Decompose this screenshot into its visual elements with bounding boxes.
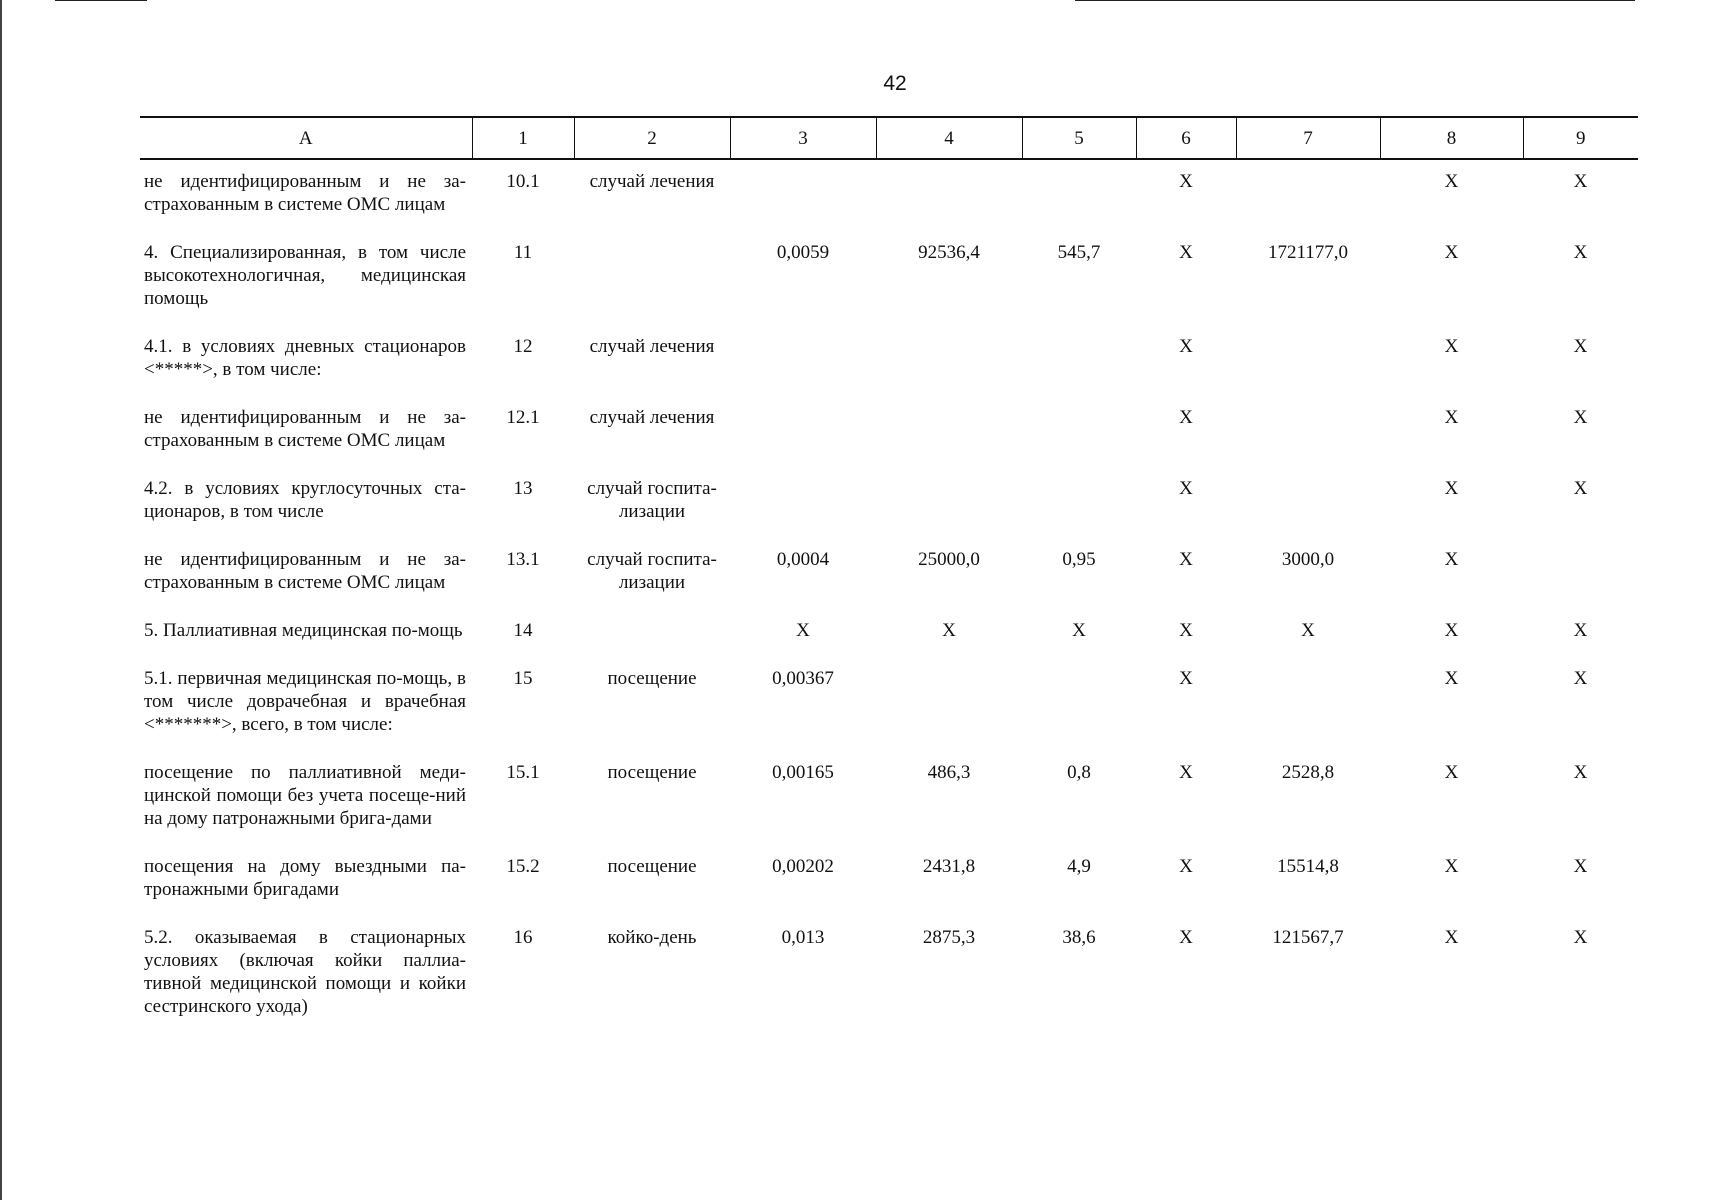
cell-value: посещение xyxy=(607,856,697,877)
table-cell-col3 xyxy=(730,657,876,751)
cell-value: Х xyxy=(1573,856,1588,877)
table-cell-col7 xyxy=(1236,396,1380,467)
table-cell-col9 xyxy=(1523,845,1638,916)
table-cell-col8 xyxy=(1380,609,1523,657)
row-label-cell xyxy=(140,751,472,845)
table-cell-col3 xyxy=(730,538,876,609)
scan-top-line-right xyxy=(1075,0,1635,1)
cell-value: Х xyxy=(1444,407,1459,428)
cell-value: Х xyxy=(1573,620,1588,641)
table-cell-col6 xyxy=(1136,845,1236,916)
row-label-cell xyxy=(140,159,472,231)
table-cell-col4 xyxy=(876,845,1022,916)
table-cell-col1 xyxy=(472,325,574,396)
table-cell-col9 xyxy=(1523,609,1638,657)
table-cell-col6 xyxy=(1136,657,1236,751)
table-cell-col9 xyxy=(1523,467,1638,538)
table-cell-col4 xyxy=(876,467,1022,538)
cell-value: Х xyxy=(942,620,956,641)
row-label-cell xyxy=(140,845,472,916)
table-cell-col3 xyxy=(730,751,876,845)
header-cell: 6 xyxy=(1136,117,1236,159)
cell-value: Х xyxy=(1179,549,1193,570)
table-cell-col9 xyxy=(1523,325,1638,396)
table-cell-col1 xyxy=(472,657,574,751)
cell-value: Х xyxy=(1573,171,1588,192)
row-label-cell xyxy=(140,916,472,1033)
table-row xyxy=(140,916,1638,1033)
table-cell-col5 xyxy=(1022,609,1136,657)
scan-top-line-left xyxy=(55,0,147,1)
cell-value: 13 xyxy=(513,478,533,499)
cell-value xyxy=(730,396,876,421)
table-cell-col5 xyxy=(1022,657,1136,751)
table-cell-col5 xyxy=(1022,467,1136,538)
cell-value: 0,00367 xyxy=(772,668,834,689)
cell-value: Х xyxy=(1179,336,1193,357)
table-cell-col5 xyxy=(1022,159,1136,231)
table-cell-col3 xyxy=(730,325,876,396)
row-label: не идентифицированным и не за-страхованным в системе ОМС лицам xyxy=(144,407,466,451)
table-cell-col6 xyxy=(1136,159,1236,231)
table-cell-col4 xyxy=(876,916,1022,1033)
cell-value xyxy=(1022,160,1136,185)
row-label-cell xyxy=(140,609,472,657)
table-cell-col8 xyxy=(1380,845,1523,916)
table-cell-col7 xyxy=(1236,467,1380,538)
table-row xyxy=(140,609,1638,657)
cell-value: посещение xyxy=(607,762,697,783)
table-cell-col9 xyxy=(1523,231,1638,325)
cell-value: посещение xyxy=(607,668,697,689)
table-cell-col4 xyxy=(876,396,1022,467)
table-cell-col4 xyxy=(876,159,1022,231)
cell-value xyxy=(730,325,876,350)
table-cell-col6 xyxy=(1136,467,1236,538)
table-cell-col2 xyxy=(574,231,730,325)
table-cell-col2 xyxy=(574,845,730,916)
table-cell-col5 xyxy=(1022,231,1136,325)
table-cell-col7 xyxy=(1236,916,1380,1033)
scan-left-edge xyxy=(0,0,2,1200)
cell-value: 0,00165 xyxy=(772,762,834,783)
cell-value: Х xyxy=(1444,927,1459,948)
cell-value: 38,6 xyxy=(1062,927,1096,948)
cell-value: 3000,0 xyxy=(1281,549,1335,570)
cell-value: 14 xyxy=(513,620,533,641)
table-cell-col6 xyxy=(1136,396,1236,467)
table-cell-col6 xyxy=(1136,916,1236,1033)
table-row xyxy=(140,467,1638,538)
table-row xyxy=(140,538,1638,609)
table-cell-col8 xyxy=(1380,231,1523,325)
row-label: 5.1. первичная медицинская по-мощь, в том числе доврачебная и врачебная <*******>, всего, в том числе: xyxy=(144,668,466,735)
cell-value: Х xyxy=(1072,620,1086,641)
row-label-cell xyxy=(140,467,472,538)
cell-value: Х xyxy=(1573,478,1588,499)
cell-value xyxy=(876,396,1022,421)
table-cell-col8 xyxy=(1380,916,1523,1033)
table-cell-col6 xyxy=(1136,231,1236,325)
cell-value xyxy=(730,160,876,185)
row-label: посещения на дому выездными па-тронажными бригадами xyxy=(144,856,466,900)
cell-value: 2528,8 xyxy=(1281,762,1335,783)
row-label-cell xyxy=(140,538,472,609)
cell-value xyxy=(574,231,730,256)
table-cell-col2 xyxy=(574,916,730,1033)
row-label-cell xyxy=(140,657,472,751)
cell-value xyxy=(730,467,876,492)
row-label: 4. Специализированная, в том числе высокотехнологичная, медицинская помощь xyxy=(144,242,466,309)
table-cell-col1 xyxy=(472,845,574,916)
table-cell-col7 xyxy=(1236,159,1380,231)
cell-value: случай лечения xyxy=(589,171,715,192)
cell-value: Х xyxy=(1573,927,1588,948)
table-cell-col7 xyxy=(1236,325,1380,396)
cell-value: случай госпита-лизации xyxy=(587,478,717,522)
table-cell-col3 xyxy=(730,396,876,467)
cell-value xyxy=(1022,467,1136,492)
cell-value: 0,0004 xyxy=(776,549,830,570)
cell-value: 92536,4 xyxy=(918,242,980,263)
cell-value: Х xyxy=(1444,336,1459,357)
table-cell-col9 xyxy=(1523,159,1638,231)
table-cell-col1 xyxy=(472,159,574,231)
table-cell-col1 xyxy=(472,538,574,609)
table-cell-col4 xyxy=(876,325,1022,396)
table-cell-col7 xyxy=(1236,657,1380,751)
cell-value: 25000,0 xyxy=(918,549,980,570)
cell-value: 545,7 xyxy=(1057,242,1101,263)
table-body xyxy=(140,159,1638,1033)
table-cell-col9 xyxy=(1523,916,1638,1033)
table-cell-col2 xyxy=(574,467,730,538)
cell-value: 15 xyxy=(513,668,533,689)
cell-value: 0,0059 xyxy=(776,242,830,263)
table-cell-col1 xyxy=(472,396,574,467)
table-cell-col4 xyxy=(876,538,1022,609)
cell-value: Х xyxy=(1444,620,1459,641)
table-cell-col6 xyxy=(1136,751,1236,845)
header-cell: 8 xyxy=(1380,117,1523,159)
table-cell-col2 xyxy=(574,657,730,751)
table-cell-col1 xyxy=(472,467,574,538)
table-cell-col1 xyxy=(472,231,574,325)
table-cell-col8 xyxy=(1380,325,1523,396)
header-cell: 1 xyxy=(472,117,574,159)
cell-value xyxy=(1236,325,1380,350)
table-row xyxy=(140,325,1638,396)
row-label-cell xyxy=(140,396,472,467)
header-cell: 3 xyxy=(730,117,876,159)
cell-value: Х xyxy=(1573,668,1588,689)
cell-value xyxy=(876,160,1022,185)
table-cell-col5 xyxy=(1022,538,1136,609)
cell-value: 13.1 xyxy=(506,549,540,570)
row-label-cell xyxy=(140,231,472,325)
table-header xyxy=(140,117,1638,159)
cell-value: Х xyxy=(1573,242,1588,263)
table-cell-col1 xyxy=(472,751,574,845)
table-cell-col3 xyxy=(730,159,876,231)
table-cell-col8 xyxy=(1380,751,1523,845)
cell-value: Х xyxy=(1179,856,1193,877)
cell-value xyxy=(1022,396,1136,421)
table-cell-col9 xyxy=(1523,396,1638,467)
cell-value: Х xyxy=(1444,762,1459,783)
row-label: 4.2. в условиях круглосуточных ста-ционаров, в том числе xyxy=(144,478,466,522)
table-cell-col9 xyxy=(1523,538,1638,609)
cell-value: 0,013 xyxy=(781,927,825,948)
cell-value xyxy=(1236,467,1380,492)
header-cell: 4 xyxy=(876,117,1022,159)
table-cell-col2 xyxy=(574,159,730,231)
table-cell-col3 xyxy=(730,609,876,657)
table-cell-col6 xyxy=(1136,609,1236,657)
table-cell-col7 xyxy=(1236,845,1380,916)
table-cell-col8 xyxy=(1380,396,1523,467)
cell-value: Х xyxy=(1444,668,1459,689)
cell-value: Х xyxy=(1179,407,1193,428)
row-label: 5.2. оказываемая в стационарных условиях (включая койки паллиа-тивной медицинской помощи и койки сестринского ухода) xyxy=(144,927,466,1017)
table-cell-col7 xyxy=(1236,609,1380,657)
table-cell-col7 xyxy=(1236,538,1380,609)
table-cell-col5 xyxy=(1022,751,1136,845)
cell-value: Х xyxy=(1301,620,1315,641)
cell-value: Х xyxy=(1573,762,1588,783)
cell-value: 1721177,0 xyxy=(1267,242,1349,263)
table-cell-col4 xyxy=(876,751,1022,845)
header-cell: 2 xyxy=(574,117,730,159)
table-cell-col6 xyxy=(1136,538,1236,609)
cell-value: 4,9 xyxy=(1067,856,1091,877)
cell-value: 15.1 xyxy=(506,762,540,783)
cell-value: Х xyxy=(1179,762,1193,783)
cell-value: Х xyxy=(1179,927,1193,948)
table-row xyxy=(140,159,1638,231)
table-cell-col8 xyxy=(1380,467,1523,538)
table-row xyxy=(140,751,1638,845)
cell-value: 0,00202 xyxy=(772,856,834,877)
table-cell-col3 xyxy=(730,845,876,916)
cell-value xyxy=(1523,538,1638,563)
table-cell-col5 xyxy=(1022,396,1136,467)
table-cell-col2 xyxy=(574,325,730,396)
cell-value: Х xyxy=(1179,171,1193,192)
cell-value: Х xyxy=(1179,478,1193,499)
cell-value xyxy=(1236,657,1380,682)
data-table xyxy=(140,116,1638,1033)
cell-value: Х xyxy=(1444,856,1459,877)
cell-value: 121567,7 xyxy=(1272,927,1344,948)
cell-value xyxy=(1022,657,1136,682)
table-cell-col4 xyxy=(876,657,1022,751)
cell-value: Х xyxy=(1444,478,1459,499)
cell-value: случай лечения xyxy=(589,336,715,357)
table-cell-col8 xyxy=(1380,159,1523,231)
cell-value xyxy=(574,609,730,634)
cell-value: 2875,3 xyxy=(922,927,976,948)
cell-value: 2431,8 xyxy=(922,856,976,877)
cell-value: Х xyxy=(1444,242,1459,263)
cell-value: Х xyxy=(1573,336,1588,357)
cell-value: койко-день xyxy=(607,927,697,948)
table-cell-col3 xyxy=(730,467,876,538)
table-cell-col9 xyxy=(1523,751,1638,845)
cell-value: 15514,8 xyxy=(1277,856,1339,877)
table-cell-col4 xyxy=(876,609,1022,657)
cell-value: Х xyxy=(1179,620,1193,641)
cell-value: случай лечения xyxy=(589,407,715,428)
cell-value: случай госпита-лизации xyxy=(587,549,717,593)
table-cell-col2 xyxy=(574,538,730,609)
cell-value: 11 xyxy=(513,242,533,263)
table-cell-col5 xyxy=(1022,845,1136,916)
table-cell-col7 xyxy=(1236,231,1380,325)
table-row xyxy=(140,396,1638,467)
header-cell: 9 xyxy=(1523,117,1638,159)
header-cell: 7 xyxy=(1236,117,1380,159)
header-row xyxy=(140,117,1638,159)
table-cell-col3 xyxy=(730,231,876,325)
table-cell-col6 xyxy=(1136,325,1236,396)
table-cell-col8 xyxy=(1380,657,1523,751)
cell-value: 12.1 xyxy=(506,407,540,428)
cell-value xyxy=(876,467,1022,492)
table-cell-col2 xyxy=(574,396,730,467)
table-cell-col4 xyxy=(876,231,1022,325)
row-label-cell xyxy=(140,325,472,396)
row-label: посещение по паллиативной меди-цинской помощи без учета посеще-ний на дому патронажными брига-дами xyxy=(144,762,466,829)
page-number: 42 xyxy=(883,72,907,95)
table-cell-col1 xyxy=(472,916,574,1033)
row-label: не идентифицированным и не за-страхованным в системе ОМС лицам xyxy=(144,171,466,215)
row-label: не идентифицированным и не за-страхованным в системе ОМС лицам xyxy=(144,549,466,593)
table-row xyxy=(140,231,1638,325)
cell-value: Х xyxy=(1444,171,1459,192)
row-label: 4.1. в условиях дневных стационаров <*****>, в том числе: xyxy=(144,336,466,380)
table-cell-col9 xyxy=(1523,657,1638,751)
cell-value: Х xyxy=(1444,549,1459,570)
table-row xyxy=(140,845,1638,916)
cell-value: 486,3 xyxy=(927,762,971,783)
table-cell-col1 xyxy=(472,609,574,657)
row-label: 5. Паллиативная медицинская по-мощь xyxy=(144,620,463,641)
cell-value xyxy=(1236,160,1380,185)
cell-value: 16 xyxy=(513,927,533,948)
cell-value xyxy=(876,657,1022,682)
table-cell-col3 xyxy=(730,916,876,1033)
cell-value: 0,8 xyxy=(1067,762,1091,783)
table-row xyxy=(140,657,1638,751)
table-cell-col8 xyxy=(1380,538,1523,609)
cell-value xyxy=(1236,396,1380,421)
cell-value: Х xyxy=(1573,407,1588,428)
cell-value: 0,95 xyxy=(1062,549,1096,570)
table-cell-col2 xyxy=(574,609,730,657)
cell-value: Х xyxy=(1179,242,1193,263)
cell-value: 15.2 xyxy=(506,856,540,877)
header-cell: А xyxy=(140,117,472,159)
table-cell-col5 xyxy=(1022,325,1136,396)
table-cell-col5 xyxy=(1022,916,1136,1033)
header-cell: 5 xyxy=(1022,117,1136,159)
cell-value: Х xyxy=(796,620,810,641)
cell-value: Х xyxy=(1179,668,1193,689)
cell-value xyxy=(876,325,1022,350)
cell-value xyxy=(1022,325,1136,350)
cell-value: 12 xyxy=(513,336,533,357)
cell-value: 10.1 xyxy=(506,171,540,192)
table-cell-col7 xyxy=(1236,751,1380,845)
table-cell-col2 xyxy=(574,751,730,845)
